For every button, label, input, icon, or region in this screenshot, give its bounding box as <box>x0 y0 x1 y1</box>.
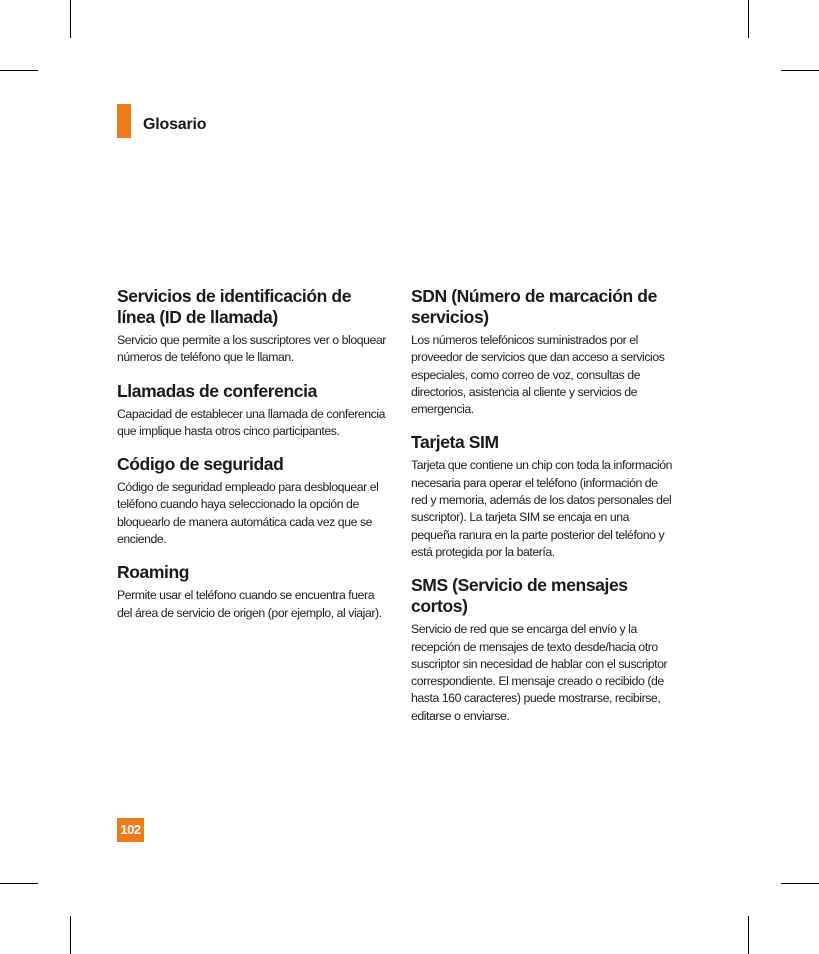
glossary-term: Servicios de identificación de línea (ID de llamada) <box>117 286 352 327</box>
glossary-entry <box>117 286 389 367</box>
glossary-entry <box>411 286 673 418</box>
glossary-entry <box>117 562 389 622</box>
crop-mark <box>781 70 819 71</box>
left-column <box>117 286 389 636</box>
glossary-definition: Código de seguridad empleado para desbloquear el teléfono cuando haya seleccionado la opción de bloquearlo de manera automática cada vez que se enciende. <box>117 480 379 547</box>
glossary-definition: Servicio de red que se encarga del envío y la recepción de mensajes de texto desde/hacia otro suscriptor sin necesidad de hablar con el suscriptor correspondiente. El mensaje creado o recibido (de hasta 160 caracteres) puede mostrarse, recibirse, editarse o enviarse. <box>411 622 668 723</box>
glossary-definition: Capacidad de establecer una llamada de conferencia que implique hasta otros cinco participantes. <box>117 406 386 438</box>
section-marker-bar <box>117 104 131 138</box>
glossary-entry <box>411 575 673 725</box>
page-number: 102 <box>117 818 144 842</box>
crop-mark <box>748 916 749 954</box>
glossary-term: Código de seguridad <box>117 454 284 475</box>
crop-mark <box>70 916 71 954</box>
crop-mark <box>0 883 38 884</box>
glossary-definition: Permite usar el teléfono cuando se encuentra fuera del área de servicio de origen (por ejemplo, al viajar). <box>117 588 382 620</box>
right-column <box>411 286 673 739</box>
glossary-entry <box>117 381 389 441</box>
crop-mark <box>781 883 819 884</box>
crop-mark <box>0 70 38 71</box>
glossary-term: SDN (Número de marcación de servicios) <box>411 286 657 327</box>
crop-mark <box>70 0 71 38</box>
glossary-definition: Servicio que permite a los suscriptores ver o bloquear números de teléfono que le llaman. <box>117 333 386 365</box>
glossary-term: Tarjeta SIM <box>411 432 499 453</box>
glossary-term: Roaming <box>117 562 190 583</box>
glossary-definition: Tarjeta que contiene un chip con toda la información necesaria para operar el teléfono (información de red y memoria, además de los datos personales del suscriptor). La tarjeta SIM se encaja en una pequeña ranura en la parte posterior del teléfono y está protegida por la batería. <box>411 458 672 559</box>
glossary-entry <box>411 432 673 561</box>
section-title: Glosario <box>143 116 207 133</box>
crop-mark <box>748 0 749 38</box>
glossary-term: Llamadas de conferencia <box>117 380 317 401</box>
glossary-term: SMS (Servicio de mensajes cortos) <box>411 575 628 617</box>
glossary-definition: Los números telefónicos suministrados por el proveedor de servicios que dan acceso a servicios especiales, como correo de voz, consultas de directorios, asistencia al cliente y servicios de emergencia. <box>411 333 665 417</box>
glossary-entry <box>117 454 389 548</box>
